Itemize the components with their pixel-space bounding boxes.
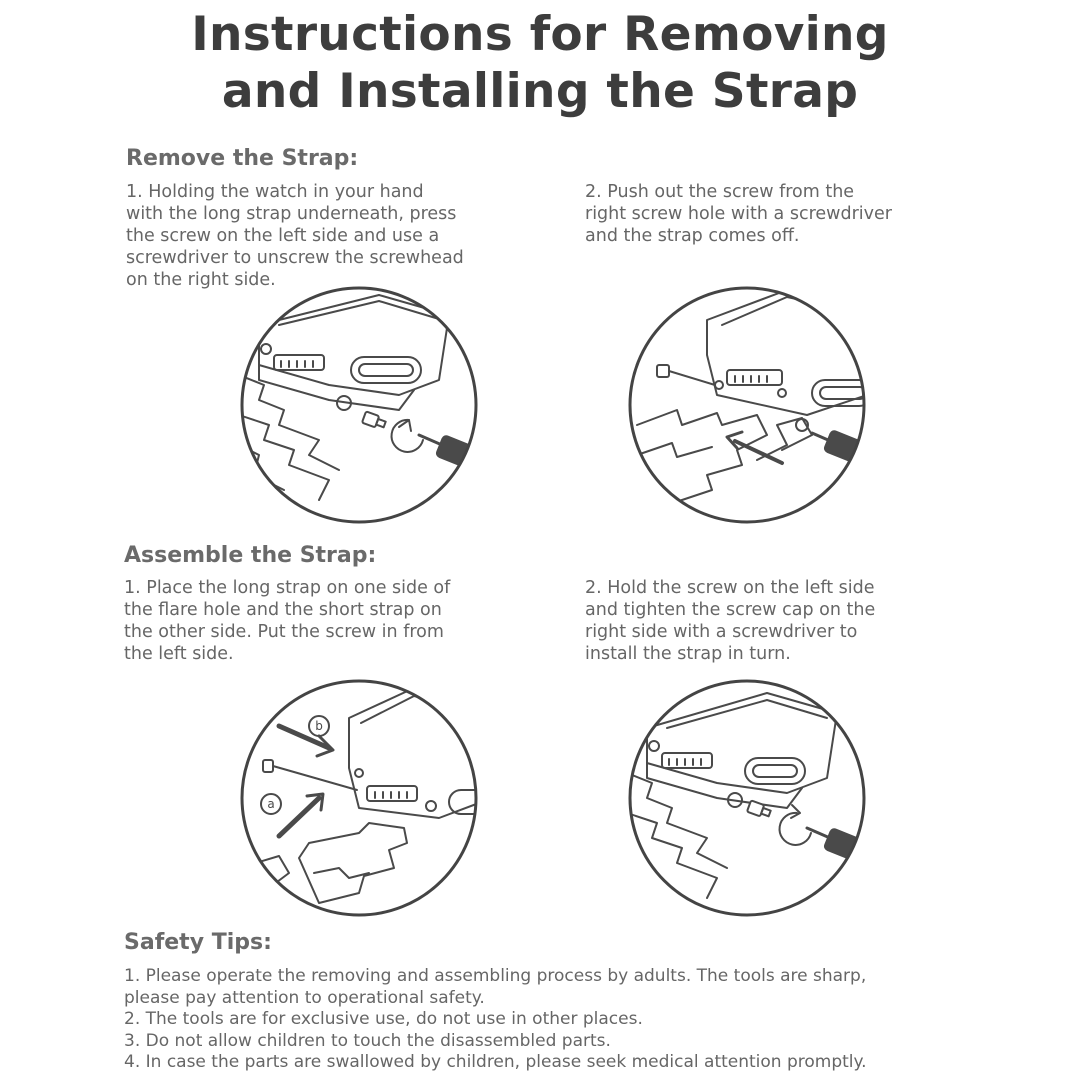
assemble-step-1-illustration — [239, 678, 479, 918]
assemble-step-2-text: 2. Hold the screw on the left side and tighten the screw cap on the right side with a screwdriver to install the strap in turn. — [585, 578, 876, 664]
assemble-strap-heading: Assemble the Strap: — [124, 543, 377, 568]
title-line-2: and Installing the Strap — [221, 64, 859, 119]
safety-tips-heading: Safety Tips: — [124, 930, 272, 955]
safety-tip-1: 1. Please operate the removing and assembling process by adults. The tools are sharp, please pay attention to operational safety. — [124, 966, 867, 1008]
safety-tips-list — [124, 966, 1024, 1074]
remove-step-1-illustration — [239, 285, 479, 525]
label-a: a — [267, 797, 275, 811]
remove-step-1-text: 1. Holding the watch in your hand with the long strap underneath, press the screw on the left side and use a screwdriver to unscrew the screwhead on the right side. — [126, 182, 464, 290]
assemble-step-1-text: 1. Place the long strap on one side of the flare hole and the short strap on the other side. Put the screw in from the left side. — [124, 578, 451, 664]
assemble-step-2-illustration — [627, 678, 867, 918]
remove-step-2-text: 2. Push out the screw from the right screw hole with a screwdriver and the strap comes off. — [585, 182, 892, 246]
safety-tip-2: 2. The tools are for exclusive use, do not use in other places. — [124, 1009, 643, 1029]
safety-tip-3: 3. Do not allow children to touch the disassembled parts. — [124, 1030, 611, 1051]
title-line-1: Instructions for Removing — [191, 7, 889, 62]
remove-strap-heading: Remove the Strap: — [126, 146, 359, 171]
label-b: b — [315, 719, 323, 733]
remove-step-2-illustration — [627, 285, 867, 525]
page-title — [0, 6, 1080, 120]
safety-tip-4: 4. In case the parts are swallowed by children, please seek medical attention promptly. — [124, 1052, 867, 1072]
